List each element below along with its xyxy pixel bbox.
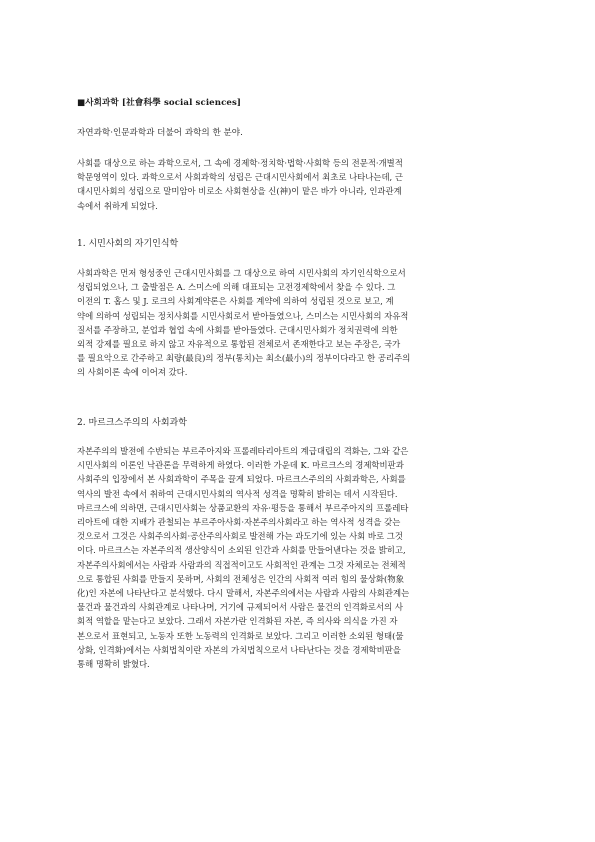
- paragraph-line: 의 사회이론 속에 이어져 갔다.: [77, 367, 188, 378]
- paragraph-line: 것으로서 그것은 사회주의사회·공산주의사회로 발전해 가는 과도기에 있는 사회 바로 그것: [77, 531, 403, 542]
- paragraph-line: 자본주의사회에서는 사람과 사람과의 직접적이고도 사회적인 관계는 그것 자체로는 전체적: [77, 559, 406, 570]
- paragraph-line: 통해 명확히 밝혔다.: [77, 659, 150, 670]
- paragraph-line: 사회주의 입장에서 본 사회과학이 주목을 끌게 되었다. 마르크스주의의 사회과학은, 사회를: [77, 474, 406, 485]
- document-title: ■사회과학 [社會科學 social sciences]: [77, 98, 242, 108]
- intro-paragraph: [77, 156, 514, 213]
- section-heading-marxism: 2. 마르크스주의의 사회과학: [77, 418, 187, 428]
- section-paragraph-civil-society: [77, 266, 514, 380]
- paragraph-line: 자본주의의 발전에 수반되는 부르주아지와 프롤레타리아트의 계급대립의 격화는, 그와 같은: [77, 446, 409, 456]
- paragraph-line: 물건과 물건과의 사회관계로 나타나며, 거기에 규제되어서 사람은 물건의 인격화로서의 사: [77, 602, 403, 613]
- paragraph-line: 약에 의하여 성립되는 정치사회를 시민사회로서 받아들였으나, 스미스는 시민사회의 자유적: [77, 310, 409, 321]
- paragraph-line: 질서를 주장하고, 분업과 협업 속에 사회를 받아들였다. 근대시민사회가 정치권력에 의한: [77, 324, 398, 335]
- paragraph-line: 역사의 발전 속에서 취하여 근대시민사회의 역사적 성격을 명확히 밝히는 데서 시작된다.: [77, 488, 398, 499]
- paragraph-line: 상화, 인격화)에서는 사회법칙이란 자본의 가치법칙으로서 나타난다는 것을 경제학비판을: [77, 644, 401, 655]
- paragraph-line: 이전의 T. 홉스 및 J. 로크의 사회계약론은 사회를 계약에 의하여 성립된 것으로 보고, 계: [77, 296, 394, 307]
- paragraph-line: 속에서 취하게 되었다.: [77, 200, 158, 211]
- paragraph-line: 마르크스에 의하면, 근대시민사회는 상품교환의 자유·평등을 통해서 부르주아지의 프롤레타: [77, 502, 409, 513]
- paragraph-line: 본으로서 표현되고, 노동자 또한 노동력의 인격화로 보았다. 그리고 이러한 소외된 형태(물: [77, 630, 404, 641]
- paragraph-line: 으로 통합된 사회를 만들지 못하며, 사회의 전체성은 인간의 사회적 여러 힘의 물상화(物象: [77, 573, 405, 584]
- paragraph-line: 이다. 마르크스는 자본주의적 생산양식이 소외된 인간과 사회를 만들어낸다는 것을 밝히고,: [77, 545, 406, 556]
- paragraph-line: 외적 강제를 필요로 하지 않고 자유적으로 통합된 전체로서 존재한다고 보는 주장은, 국가: [77, 339, 401, 350]
- paragraph-line: 化)인 자본에 나타난다고 분석했다. 다시 말해서, 자본주의에서는 사람과 사람의 사회관계는: [77, 588, 410, 599]
- paragraph-line: 성립되었으나, 그 출발점은 A. 스미스에 의해 대표되는 고전경제학에서 찾을 수 있다. 그: [77, 282, 396, 293]
- paragraph-line: 사회과학은 먼저 형성중인 근대시민사회를 그 대상으로 하여 시민사회의 자기인식학으로서: [77, 268, 406, 278]
- section-paragraph-marxism: [77, 444, 514, 671]
- document-subtitle: 자연과학·인문과학과 더불어 과학의 한 분야.: [77, 128, 243, 138]
- paragraph-line: 를 필요악으로 간주하고 최량(最良)의 정부(통치)는 최소(最小)의 정부이다라고 한 공리주의: [77, 353, 411, 364]
- paragraph-line: 리아트에 대한 지배가 관철되는 부르주아사회·자본주의사회라고 하는 역사적 성격을 갖는: [77, 517, 401, 528]
- paragraph-line: 사회를 대상으로 하는 과학으로서, 그 속에 경제학·정치학·법학·사회학 등의 전문적·개별적: [77, 158, 403, 168]
- section-heading-civil-society: 1. 시민사회의 자기인식학: [77, 239, 179, 249]
- paragraph-line: 학문영역이 있다. 과학으로서 사회과학의 성립은 근대시민사회에서 최초로 나타나는데, 근: [77, 172, 403, 183]
- paragraph-line: 회적 역할을 맡는다고 보았다. 그래서 자본가란 인격화된 자본, 즉 의사와 의식을 가진 자: [77, 616, 398, 627]
- paragraph-line: 대시민사회의 성립으로 말미암아 비로소 사회현상을 신(神)이 맡은 바가 아니라, 인과관계: [77, 186, 402, 197]
- paragraph-line: 시민사회의 이론인 낙관론을 무력하게 하였다. 이러한 가운데 K. 마르크스의 경제학비판과: [77, 460, 404, 471]
